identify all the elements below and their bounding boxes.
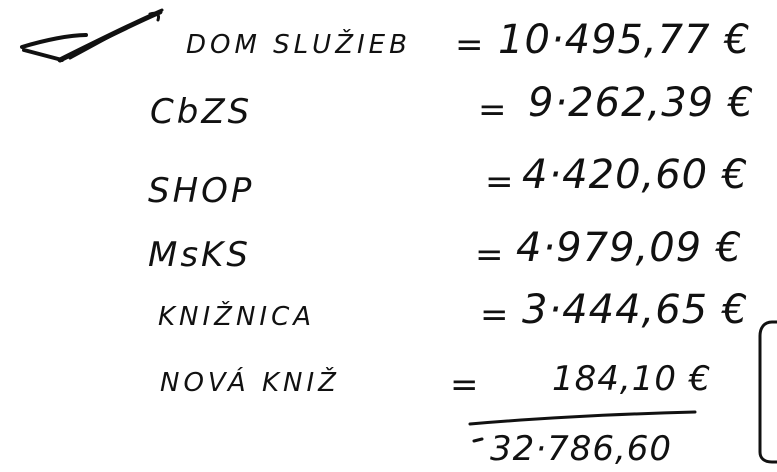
row-label-cbzs: CbZS [150,92,253,132]
row-label-msks: MsKS [148,235,251,275]
checkmark-icon [22,10,162,60]
row-equals: = [478,90,507,130]
row-label-nova-kniz: NOVÁ KNIŽ [160,368,340,398]
row-amount-msks: 4·979,09 € [516,225,743,271]
row-equals: = [475,235,504,275]
row-equals: = [480,295,509,335]
row-label-shop: SHOP [148,171,255,211]
row-amount-cbzs: 9·262,39 € [528,80,755,126]
sum-total: 32·786,60 [490,429,673,469]
row-equals: = [455,25,484,65]
row-amount-kniznica: 3·444,65 € [522,287,749,333]
row-amount-nova-kniz: 184,10 € [552,359,712,399]
row-equals: = [485,162,514,202]
sum-underline [470,412,695,424]
row-label-dom-sluzieb: DOM SLUŽIEB [186,30,411,60]
row-amount-dom-sluzieb: 10·495,77 € [498,17,751,63]
row-amount-shop: 4·420,60 € [522,152,749,198]
bracket-mark [760,322,777,462]
row-equals: = [450,365,479,405]
row-label-kniznica: KNIŽNICA [158,302,316,332]
sum-minus-tick [474,439,482,441]
